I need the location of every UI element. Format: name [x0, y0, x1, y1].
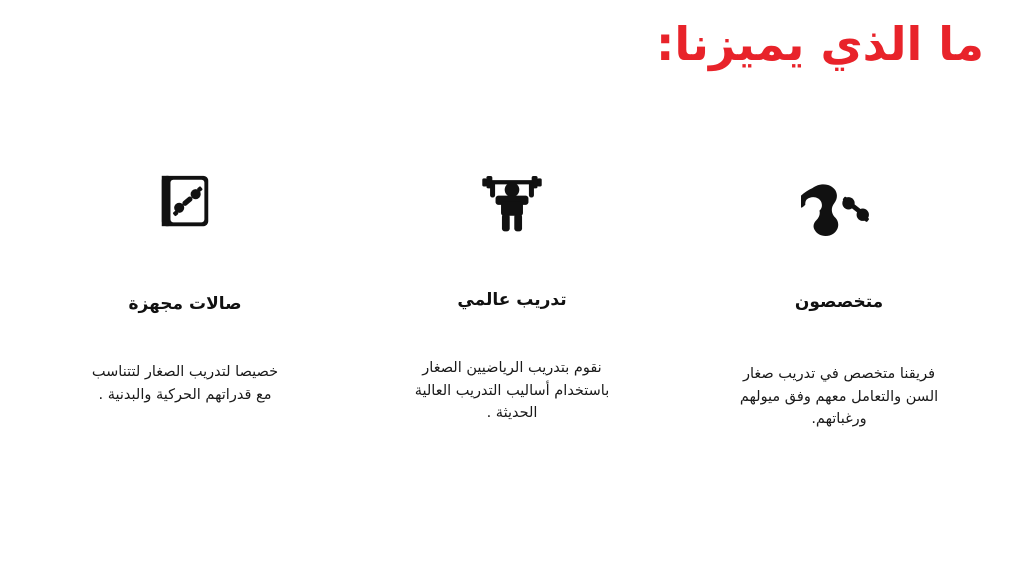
feature-column-1 — [60, 165, 310, 406]
flexed-arm-dumbbell-icon — [801, 173, 877, 245]
open-book-dumbbell-icon — [154, 165, 216, 237]
feature-body: نقوم بتدريب الرياضيين الصغار باستخدام أساليب التدريب العالية الحديثة . — [414, 360, 610, 422]
page-title: ما الذي يميزنا: — [656, 17, 984, 71]
feature-column-2 — [387, 165, 637, 425]
feature-body: خصيصا لتدريب الصغار لتتناسب مع قدراتهم الحركية والبدنية . — [91, 364, 279, 403]
feature-heading: تدريب عالمي — [457, 290, 567, 310]
feature-columns — [60, 165, 964, 431]
weightlifter-icon — [480, 167, 544, 239]
feature-heading: متخصصون — [794, 292, 884, 312]
feature-column-3 — [714, 165, 964, 431]
feature-body: فريقنا متخصص في تدريب صغار السن والتعامل معهم وفق ميولهم ورغباتهم. — [739, 366, 939, 428]
feature-heading: صالات مجهزة — [128, 294, 242, 314]
